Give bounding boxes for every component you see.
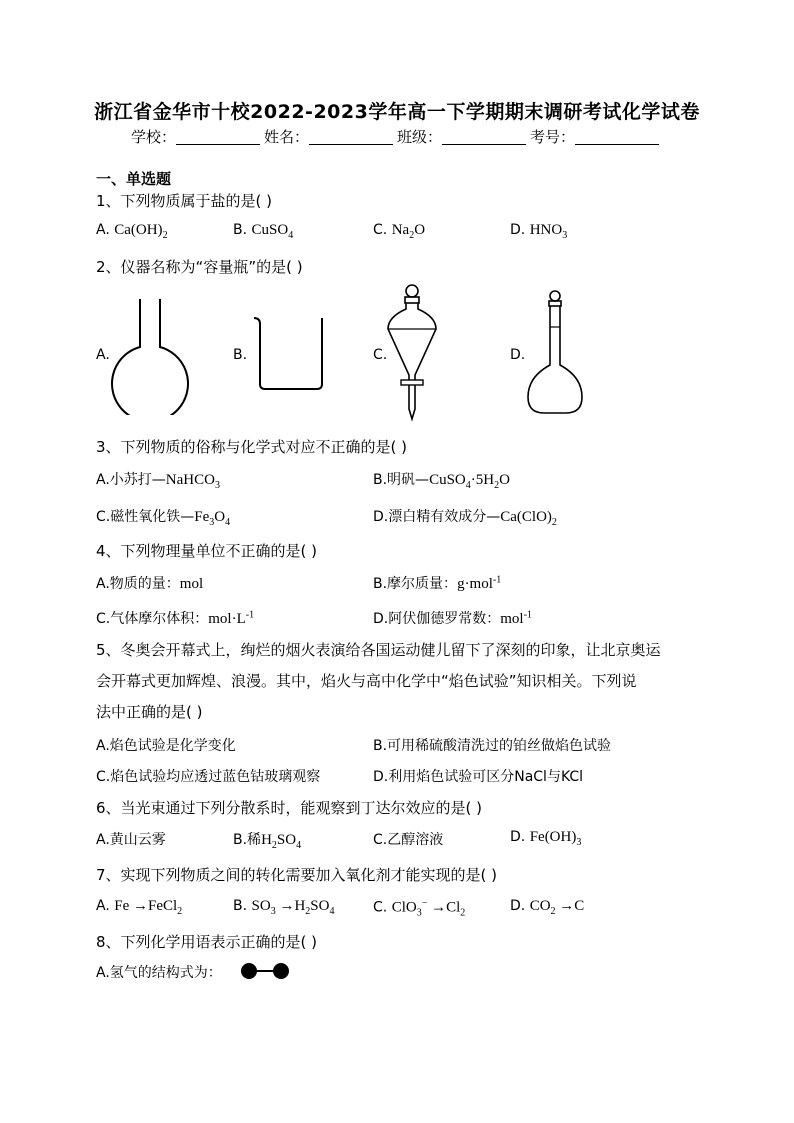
class-label: 班级： <box>397 128 443 146</box>
formula: CuSO <box>251 222 289 238</box>
round-bottom-flask-icon <box>108 297 192 415</box>
option-text: C.磁性氧化铁— <box>96 509 195 525</box>
subscript: 2 <box>271 839 277 851</box>
exam-no-label: 考号： <box>530 128 576 146</box>
formula: O <box>414 222 426 238</box>
formula: O <box>499 472 510 488</box>
stem-line: 5、冬奥会开幕式上，绚烂的烟火表演给各国运动健儿留下了深刻的印象，让北京奥运 <box>96 641 661 659</box>
q2-option-c-label[interactable]: C. <box>373 347 388 363</box>
beaker-icon <box>252 312 328 392</box>
formula: SO <box>310 898 330 914</box>
option-text: D.阿伏伽德罗常数： <box>373 611 501 627</box>
option-label: B. <box>233 222 248 238</box>
superscript: -1 <box>523 609 532 621</box>
q6-option-d[interactable] <box>510 829 581 848</box>
q5-option-c[interactable]: C.焰色试验均应透过蓝色钴玻璃观察 <box>96 769 321 785</box>
formula: SO <box>276 832 297 848</box>
school-blank[interactable] <box>176 130 260 145</box>
q1-option-d[interactable] <box>510 222 567 241</box>
q4-option-b[interactable] <box>373 573 501 593</box>
separatory-funnel-icon <box>384 283 440 423</box>
subscript: 2 <box>409 229 415 241</box>
formula: Ca(OH) <box>114 222 163 238</box>
subscript: 2 <box>177 905 183 917</box>
formula: →H <box>275 898 306 914</box>
class-blank[interactable] <box>442 130 526 145</box>
q7-option-d[interactable] <box>510 898 584 917</box>
subscript: 3 <box>416 907 422 919</box>
q4-option-a[interactable] <box>96 573 203 593</box>
option-label: A. <box>96 898 110 914</box>
formula: Fe →FeCl <box>114 898 178 914</box>
subscript: 4 <box>296 839 302 851</box>
q7-option-c[interactable] <box>373 898 465 918</box>
option-text: B.稀 <box>233 832 262 848</box>
subscript: 4 <box>225 516 231 528</box>
formula: Na <box>391 222 410 238</box>
option-label: C. <box>373 899 388 916</box>
subscript: 3 <box>576 836 582 848</box>
formula: ·5H <box>470 472 495 488</box>
q8-option-a[interactable] <box>96 962 222 982</box>
subscript: 3 <box>270 905 276 917</box>
formula: O <box>214 509 226 525</box>
superscript: -1 <box>245 609 255 621</box>
superscript: -1 <box>492 574 502 586</box>
q6-option-c[interactable]: C.乙醇溶液 <box>373 832 444 848</box>
q7-option-b[interactable] <box>233 898 334 917</box>
option-text: A.氢气的结构式为： <box>96 965 222 981</box>
student-info-line <box>0 126 794 147</box>
q3-option-a[interactable] <box>96 469 220 491</box>
option-text: B.明矾— <box>373 472 430 488</box>
question-3-stem: 3、下列物质的俗称与化学式对应不正确的是( ) <box>96 438 408 456</box>
option-label: D. <box>510 898 526 914</box>
subscript: 4 <box>288 229 294 241</box>
q1-option-c[interactable] <box>373 222 425 241</box>
unit: mol <box>179 576 204 592</box>
subscript: 4 <box>329 905 335 917</box>
school-label: 学校： <box>130 128 176 146</box>
option-text: B.摩尔质量： <box>373 576 458 592</box>
q1-option-a[interactable] <box>96 222 168 241</box>
superscript: − <box>421 898 428 909</box>
section-heading: 一、单选题 <box>96 170 172 188</box>
option-label: D. <box>510 222 526 238</box>
option-text: A.物质的量： <box>96 576 180 592</box>
subscript: 3 <box>214 479 220 491</box>
option-label: B. <box>233 898 248 914</box>
subscript: 3 <box>562 229 568 241</box>
formula: HNO <box>529 222 563 238</box>
stem-line: 法中正确的是( ) <box>96 703 203 721</box>
q1-option-b[interactable] <box>233 222 293 241</box>
name-blank[interactable] <box>309 130 393 145</box>
unit: mol·L <box>208 611 246 627</box>
subscript: 2 <box>494 479 500 491</box>
q3-option-b[interactable] <box>373 469 510 491</box>
hydrogen-ball-stick-model-icon <box>240 962 290 980</box>
question-6-stem: 6、当光束通过下列分散系时，能观察到丁达尔效应的是( ) <box>96 799 483 817</box>
q5-option-d[interactable]: D.利用焰色试验可区分NaCl与KCl <box>373 769 584 785</box>
name-label: 姓名： <box>263 128 309 146</box>
q2-option-d-label[interactable]: D. <box>510 347 526 363</box>
q6-option-a[interactable]: A.黄山云雾 <box>96 832 166 848</box>
formula: H <box>261 832 272 848</box>
formula: →Cl <box>427 899 461 916</box>
option-text: A.小苏打— <box>96 472 166 488</box>
q2-option-b-label[interactable]: B. <box>233 347 248 363</box>
subscript: 2 <box>162 229 168 241</box>
q6-option-b[interactable] <box>233 829 301 851</box>
q4-option-c[interactable] <box>96 608 254 628</box>
exam-title: 浙江省金华市十校2022-2023学年高一下学期期末调研考试化学试卷 <box>94 101 700 123</box>
option-label: D. <box>510 829 526 845</box>
formula: CuSO <box>429 472 466 488</box>
question-1-stem: 1、下列物质属于盐的是( ) <box>96 192 273 210</box>
unit: mol <box>500 611 524 627</box>
formula: SO <box>251 898 271 914</box>
q3-option-c[interactable] <box>96 506 230 528</box>
formula: Ca(ClO) <box>500 509 552 525</box>
formula: Fe <box>194 509 210 525</box>
q3-option-d[interactable] <box>373 506 557 528</box>
option-text: C.气体摩尔体积： <box>96 611 209 627</box>
q7-option-a[interactable] <box>96 898 182 917</box>
subscript: 4 <box>465 479 471 491</box>
unit: g·mol <box>457 576 493 592</box>
subscript: 2 <box>305 905 311 917</box>
option-text: D.漂白精有效成分— <box>373 509 501 525</box>
formula: Fe(OH) <box>529 829 577 845</box>
q4-option-d[interactable] <box>373 608 532 628</box>
q5-option-a[interactable]: A.焰色试验是化学变化 <box>96 738 236 754</box>
question-4-stem: 4、下列物理量单位不正确的是( ) <box>96 542 318 560</box>
subscript: 2 <box>551 516 557 528</box>
question-7-stem: 7、实现下列物质之间的转化需要加入氧化剂才能实现的是( ) <box>96 866 498 884</box>
stem-line: 会开幕式更加辉煌、浪漫。其中，焰火与高中化学中“焰色试验”知识相关。下列说 <box>96 672 637 690</box>
question-2-stem: 2、仪器名称为“容量瓶”的是( ) <box>96 258 303 276</box>
formula: ClO <box>391 899 417 916</box>
formula: CO <box>529 898 551 914</box>
question-5-stem <box>96 635 701 728</box>
q5-option-b[interactable]: B.可用稀硫酸清洗过的铂丝做焰色试验 <box>373 738 612 754</box>
question-8-stem: 8、下列化学用语表示正确的是( ) <box>96 933 318 951</box>
formula: →C <box>555 898 585 914</box>
option-label: A. <box>96 222 110 238</box>
formula: NaHCO <box>165 472 215 488</box>
option-label: C. <box>373 222 388 238</box>
exam-no-blank[interactable] <box>575 130 659 145</box>
subscript: 2 <box>460 907 466 919</box>
subscript: 3 <box>209 516 215 528</box>
subscript: 2 <box>550 905 556 917</box>
volumetric-flask-icon <box>524 289 586 417</box>
q2-option-a-label[interactable]: A. <box>96 347 110 363</box>
